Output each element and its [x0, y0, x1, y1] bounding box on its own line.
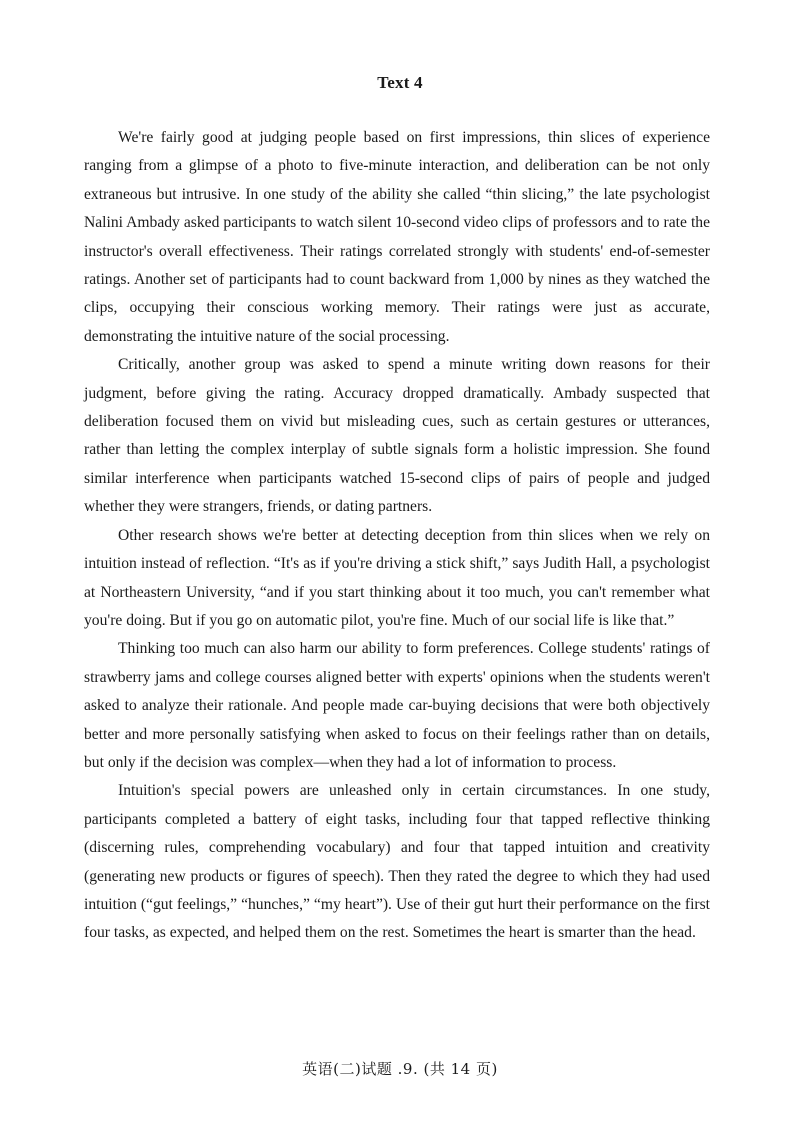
page-footer: 英语(二)试题 .9. (共 14 页)	[302, 1060, 498, 1078]
paragraph-4: Thinking too much can also harm our ability to form preferences. College students' ratings of strawberry jams and college courses aligned better with experts' opinions when the students weren't asked to analyze their rationale. And people made car-buying decisions that were both objectively better and more personally satisfying when asked to focus on their feelings rather than on details, but only if the decision was complex—when they had a lot of information to process.	[84, 640, 710, 771]
paragraph-2: Critically, another group was asked to spend a minute writing down reasons for their judgment, before giving the rating. Accuracy dropped dramatically. Ambady suspected that deliberation focused them on vivid but misleading cues, such as certain gestures or utterances, rather than letting the complex interplay of subtle signals form a holistic impression. She found similar interference when participants watched 15-second clips of pairs of people and judged whether they were strangers, friends, or dating partners.	[84, 356, 710, 516]
paragraph-5: Intuition's special powers are unleashed only in certain circumstances. In one study, participants completed a battery of eight tasks, including four that tapped reflective thinking (discerning rules, comprehending vocabulary) and four that tapped intuition and creativity (generating new products or figures of speech). Then they rated the degree to which they had used intuition (“gut feelings,” “hunches,” “my heart”). Use of their gut hurt their performance on the first four tasks, as expected, and helped them on the rest. Sometimes the heart is smarter than the head.	[84, 782, 710, 942]
paragraph-1: We're fairly good at judging people based on first impressions, thin slices of experience ranging from a glimpse of a photo to five-minute interaction, and deliberation can be not only extraneous but intrusive. In one study of the ability she called “thin slicing,” the late psychologist Nalini Ambady asked participants to watch silent 10-second video clips of professors and to rate the instructor's overall effectiveness. Their ratings correlated strongly with students' end-of-semester ratings. Another set of participants had to count backward from 1,000 by nines as they watched the clips, occupying their conscious working memory. Their ratings were just as accurate, demonstrating the intuitive nature of the social processing.	[84, 129, 710, 345]
paragraph-3: Other research shows we're better at detecting deception from thin slices when we rely on intuition instead of reflection. “It's as if you're driving a stick shift,” says Judith Hall, a psychologist at Northeastern University, “and if you start thinking about it too much, you can't remember what you're doing. But if you go on automatic pilot, you're fine. Much of our social life is like that.”	[84, 526, 710, 629]
section-title: Text 4	[377, 73, 423, 92]
passage-body	[84, 124, 710, 948]
